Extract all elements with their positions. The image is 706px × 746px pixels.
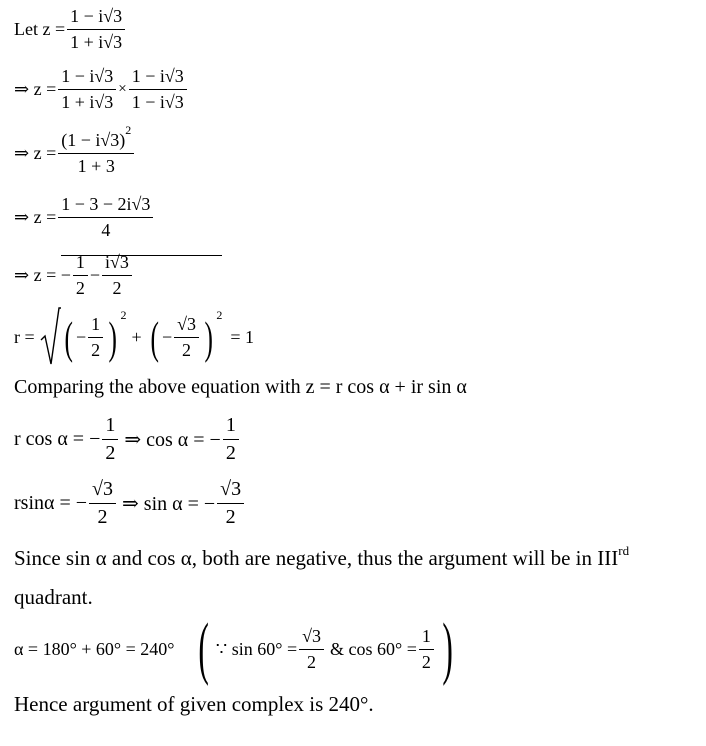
fraction: $\frac{√3}{2}$ xyxy=(174,314,199,360)
explanation-text-cont: quadrant. xyxy=(14,585,93,609)
radicand: ( − $\frac{1}{2}$ ) 2 + ( − $\frac{√3}{2}$ ) 2 xyxy=(61,255,223,360)
fraction: $\frac{1 - i√3}{1 + i√3}$ xyxy=(67,6,125,52)
eq-prefix: ⇒ z = xyxy=(14,78,57,99)
fraction: $\frac{√3}{2}$ xyxy=(299,626,324,672)
fraction: $\frac{1}{2}$ xyxy=(102,414,118,465)
left-paren: ( xyxy=(198,610,210,687)
eq-sin-alpha: rsinα = − $\frac{√3}{2}$ ⇒ sin α = − $\frac{√3}{2}$ xyxy=(14,478,246,529)
left-paren: ( xyxy=(150,311,159,363)
fraction: $\frac{i√3}{2}$ xyxy=(102,252,132,298)
fraction: $\frac{1}{2}$ xyxy=(223,414,239,465)
left-paren: ( xyxy=(64,311,73,363)
eq-prefix: Let z = xyxy=(14,18,66,39)
fraction: $\frac{1}{2}$ xyxy=(73,252,88,298)
because-clause: ∵ sin 60° = xyxy=(215,638,298,659)
sqrt-symbol-icon xyxy=(39,306,61,368)
fraction: $\frac{1 - i√3}{1 + i√3}$ xyxy=(58,66,116,112)
fraction: $\frac{1}{2}$ xyxy=(419,626,434,672)
fraction: $\frac{√3}{2}$ xyxy=(89,478,116,529)
comparison-text: Comparing the above equation with z = r cos α + ir sin α xyxy=(14,376,467,398)
right-paren: ) xyxy=(442,610,453,687)
eq-prefix: ⇒ z = − xyxy=(14,264,71,285)
eq-expanded xyxy=(14,194,155,240)
right-paren: ) xyxy=(204,311,213,363)
fraction: $\frac{√3}{2}$ xyxy=(217,478,244,529)
fraction: $\frac{1 - 3 - 2i√3}{4}$ xyxy=(58,194,153,240)
eq-prefix: ⇒ z = xyxy=(14,206,57,227)
eq-prefix: r = xyxy=(14,326,35,347)
result: = 1 xyxy=(230,326,254,347)
explanation-text: Since sin α and cos α, both are negative, thus the argument will be in IIIrd xyxy=(14,543,630,570)
eq-let-z xyxy=(14,6,127,52)
fraction: $\frac{1}{2}$ xyxy=(88,314,103,360)
minus-sign: − xyxy=(89,264,101,285)
eq-alpha-value: α = 180° + 60° = 240° ( ∵ sin 60° = $\frac{√3}{2}$ & cos 60° = $\frac{1}{2}$ ) xyxy=(14,610,453,687)
fraction: $\frac{1 - i√3}{1 - i√3}$ xyxy=(129,66,187,112)
fraction: $\frac{(1 - i√3)^2}{1 + 3}$ xyxy=(58,130,134,176)
conclusion-text: Hence argument of given complex is 240°. xyxy=(14,692,374,716)
times-sign: × xyxy=(118,80,127,97)
eq-cos-alpha: r cos α = − $\frac{1}{2}$ ⇒ cos α = − $\frac{1}{2}$ xyxy=(14,414,241,465)
eq-multiply-conjugate xyxy=(14,66,189,112)
right-paren: ) xyxy=(108,311,118,363)
eq-squared xyxy=(14,123,136,176)
eq-modulus xyxy=(14,306,254,368)
eq-prefix: ⇒ z = xyxy=(14,142,57,163)
